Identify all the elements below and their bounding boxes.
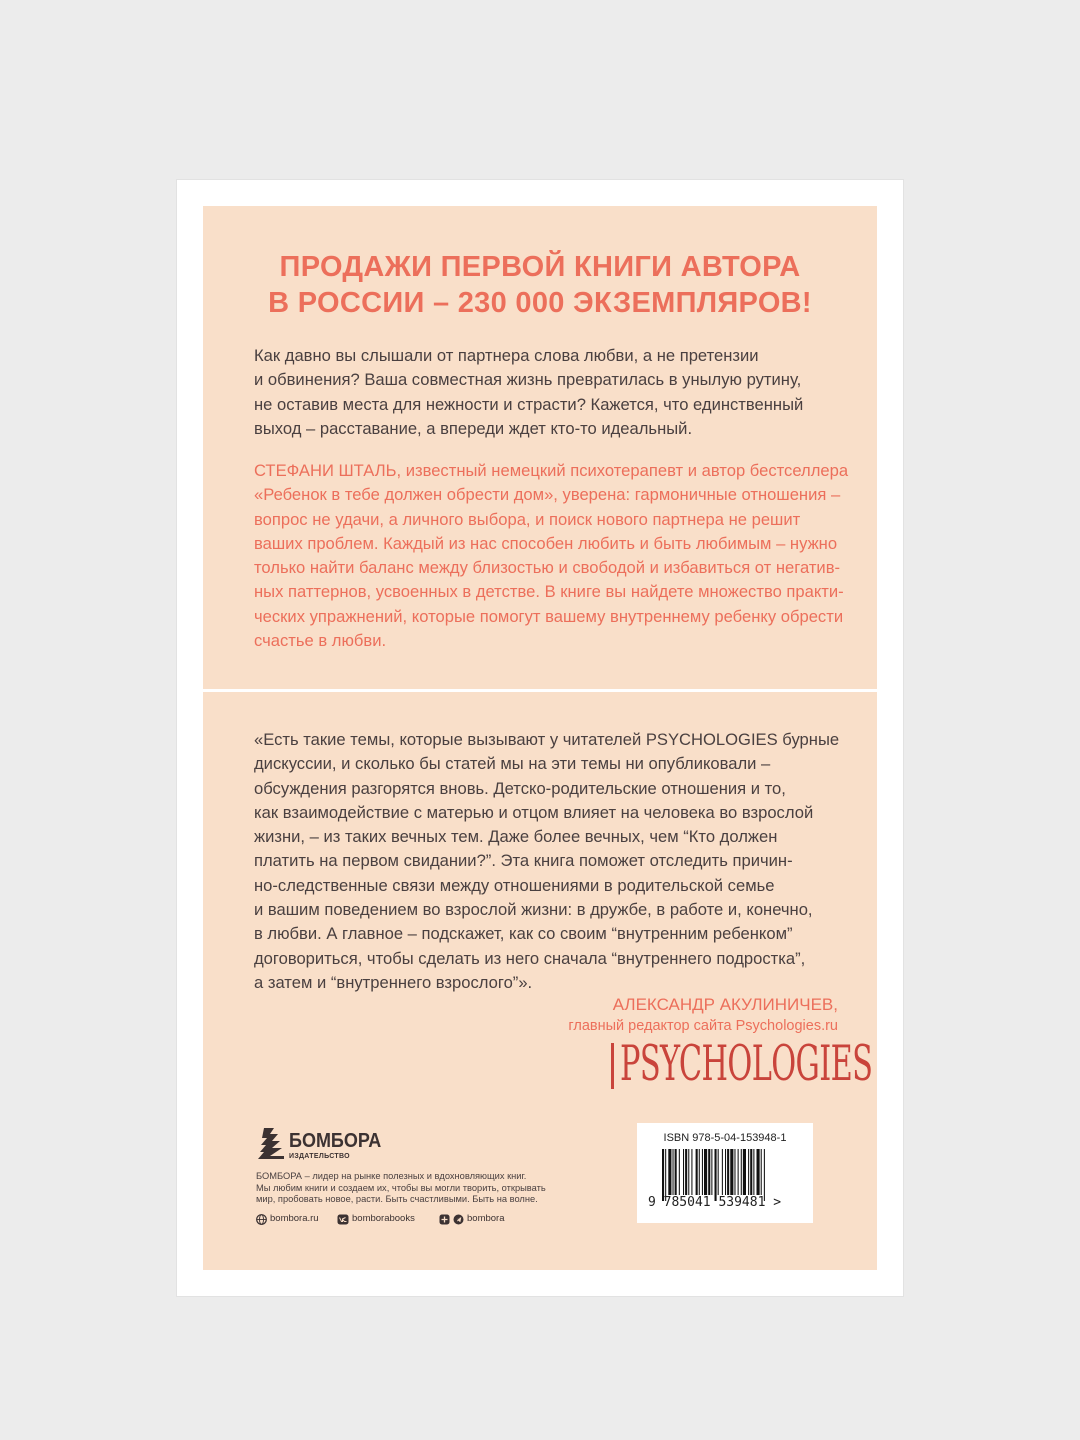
barcode-bar xyxy=(702,1149,703,1195)
barcode-bar xyxy=(668,1149,671,1195)
barcode-bar xyxy=(730,1149,733,1195)
social-website-label: bombora.ru xyxy=(270,1213,319,1224)
headline xyxy=(203,249,877,321)
social-vk[interactable] xyxy=(337,1212,415,1226)
quote-line: в любви. А главное – подскажет, как со своим “внутренним ребенком” xyxy=(254,924,793,944)
barcode-bar xyxy=(727,1149,729,1195)
quote-line: а затем и “внутреннего взрослого”». xyxy=(254,972,533,992)
barcode-bar xyxy=(665,1149,666,1201)
plus-icon xyxy=(439,1214,450,1225)
barcode-bar xyxy=(685,1149,687,1195)
publisher-about xyxy=(256,1171,586,1206)
barcode-bar xyxy=(738,1149,739,1195)
barcode-bar xyxy=(696,1149,698,1195)
quote-line: как взаимодействие с матерью и отцом влияет на человека во взрослой xyxy=(254,802,814,822)
intro-line: Как давно вы слышали от партнера слова любви, а не претензии xyxy=(254,346,759,365)
description-line: ваших проблем. Каждый из нас способен любить и быть любимым – нужно xyxy=(254,533,838,553)
barcode-bar xyxy=(743,1149,746,1195)
description-line: «Ребенок в тебе должен обрести дом», уверена: гармоничные отношения – xyxy=(254,485,841,505)
quote-line: платить на первом свидании?”. Эта книга поможет отследить причин- xyxy=(254,851,793,871)
quote-line: «Есть такие темы, которые вызывают у читателей PSYCHOLOGIES бурные xyxy=(254,730,840,749)
barcode-bar xyxy=(741,1149,742,1195)
description-paragraph xyxy=(254,459,854,653)
barcode-bar xyxy=(753,1149,754,1195)
intro-line: выход – расставание, а впереди ждет кто-то идеальный. xyxy=(254,418,693,438)
description-line: счастье в любви. xyxy=(254,631,387,651)
social-telegram-label: bombora xyxy=(467,1213,505,1224)
quote-author-role: главный редактор сайта Psychologies.ru xyxy=(568,1018,838,1034)
barcode-bar xyxy=(764,1149,765,1201)
barcode-bar xyxy=(725,1149,726,1195)
quote-line: обсуждения разгорятся вновь. Детско-родительские отношения и то, xyxy=(254,778,786,798)
section-divider xyxy=(203,689,877,692)
quote-line: но-следственные связи между отношениями в родительской семье xyxy=(254,875,775,895)
barcode-bar xyxy=(662,1149,664,1201)
quote-line: и вашим поведением во взрослой жизни: в дружбе, в работе и, конечно, xyxy=(254,900,813,920)
headline-line-1: ПРОДАЖИ ПЕРВОЙ КНИГИ АВТОРА xyxy=(279,251,801,283)
barcode-bar xyxy=(688,1149,689,1195)
description-line: ных паттернов, усвоенных в детстве. В книге вы найдете множество практи- xyxy=(254,582,844,602)
vk-icon xyxy=(337,1214,349,1225)
publisher-socials xyxy=(256,1212,556,1226)
intro-paragraph xyxy=(254,344,844,441)
barcode-bar xyxy=(675,1149,677,1195)
psychologies-wordmark: PSYCHOLOGIES xyxy=(620,1035,873,1092)
barcode-bar xyxy=(711,1149,712,1195)
barcode-bar xyxy=(734,1149,735,1195)
isbn-text: ISBN 978-5-04-153948-1 xyxy=(663,1132,787,1144)
quote-author: АЛЕКСАНДР АКУЛИНИЧЕВ, xyxy=(612,995,838,1014)
psychologies-logo xyxy=(608,1035,873,1092)
quote-line: договориться, чтобы сделать из него сначала “внутреннего подростка”, xyxy=(254,948,806,968)
barcode-bar xyxy=(718,1149,719,1195)
description-line: вопрос не удачи, а личного выбора, и поиск нового партнера не решит xyxy=(254,509,801,529)
barcode-bar xyxy=(750,1149,752,1195)
review-quote xyxy=(254,728,854,995)
barcode-bar xyxy=(708,1149,710,1195)
telegram-icon xyxy=(453,1214,464,1225)
social-telegram[interactable] xyxy=(439,1212,505,1226)
barcode-bar xyxy=(691,1149,692,1195)
publisher-about-line: Мы любим книги и создаем их, чтобы вы могли творить, открывать xyxy=(256,1182,546,1193)
barcode-bar xyxy=(679,1149,680,1195)
publisher-subtitle: ИЗДАТЕЛЬСТВО xyxy=(289,1153,350,1160)
barcode-digits: 9 785041 539481 > xyxy=(648,1195,782,1210)
barcode-bar xyxy=(673,1149,674,1195)
headline-line-2: В РОССИИ – 230 000 ЭКЗЕМПЛЯРОВ! xyxy=(268,287,812,319)
barcode-bar xyxy=(748,1149,749,1195)
social-website[interactable] xyxy=(256,1212,319,1226)
quote-line: дискуссии, и сколько бы статей мы на эти темы ни опубликовали – xyxy=(254,754,771,774)
barcode-bar xyxy=(715,1149,717,1201)
barcode-bar xyxy=(761,1149,762,1195)
publisher-about-line: БОМБОРА – лидер на рынке полезных и вдохновляющих книг. xyxy=(256,1171,527,1181)
logo-vertical-mark-icon xyxy=(608,1041,618,1091)
barcode-bar xyxy=(683,1149,684,1195)
publisher-name: БОМБОРА xyxy=(289,1130,382,1152)
quote-line: жизни, – из таких вечных тем. Даже более вечных, чем “Кто должен xyxy=(254,827,778,847)
publisher-about-line: мир, пробовать новое, расти. Быть счастливыми. Быть на волне. xyxy=(256,1194,538,1205)
barcode-bar xyxy=(722,1149,723,1195)
description-line: СТЕФАНИ ШТАЛЬ, известный немецкий психотерапевт и автор бестселлера xyxy=(254,461,849,480)
intro-line: и обвинения? Ваша совместная жизнь превратилась в унылую рутину, xyxy=(254,370,802,390)
barcode-bar xyxy=(699,1149,700,1195)
barcode-bar xyxy=(704,1149,707,1195)
intro-line: не оставив места для нежности и страсти? Кажется, что единственный xyxy=(254,394,804,414)
barcode-bar xyxy=(757,1149,760,1195)
description-line: только найти баланс между близостью и свободой и избавиться от негатив- xyxy=(254,558,841,578)
description-line: ческих упражнений, которые помогут вашему внутреннему ребенку обрести xyxy=(254,606,844,626)
isbn-barcode-block xyxy=(637,1123,813,1223)
globe-icon xyxy=(256,1214,267,1225)
social-vk-label: bomborabooks xyxy=(352,1213,415,1224)
